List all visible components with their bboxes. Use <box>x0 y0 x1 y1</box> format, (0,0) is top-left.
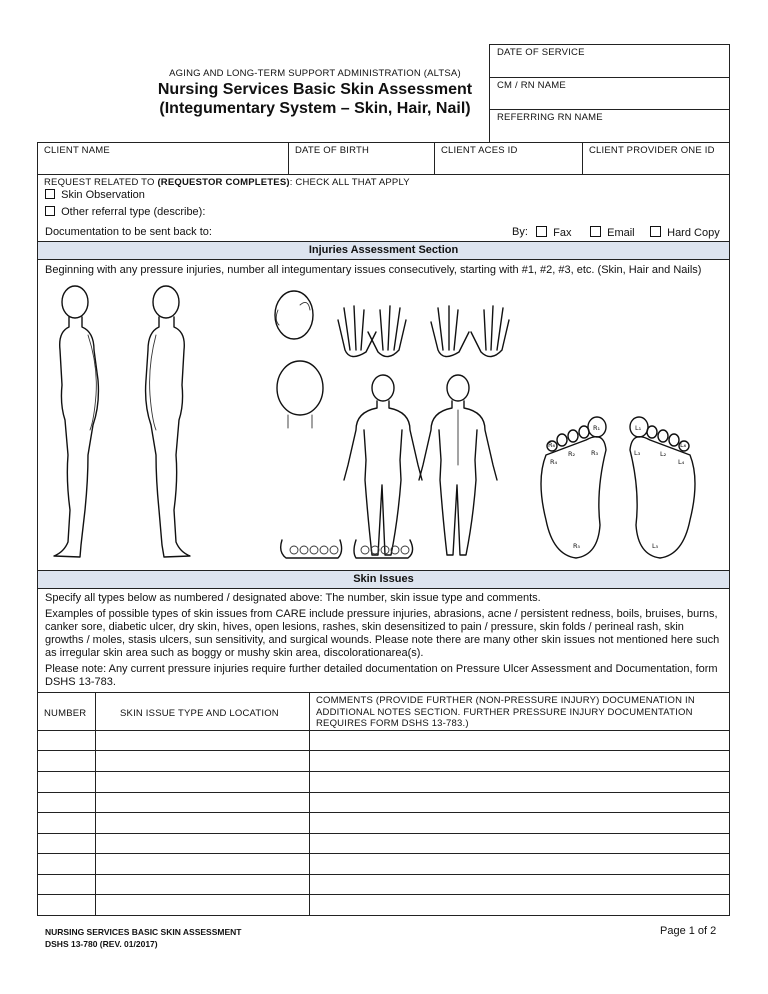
foot-label-r1: R₁ <box>593 424 601 432</box>
cm-rn-name-field[interactable]: CM / RN NAME <box>497 80 566 91</box>
hard-copy-checkbox[interactable] <box>650 226 661 237</box>
back-body-figure <box>419 375 497 555</box>
foot-label-l3: L₃ <box>634 449 641 457</box>
table-row[interactable] <box>38 793 729 813</box>
hands-backs <box>431 306 509 357</box>
foot-label-r2: R₂ <box>568 450 576 458</box>
table-row[interactable] <box>38 854 729 874</box>
head-side-view-top <box>275 291 313 339</box>
foot-label-l5: L₅ <box>652 542 659 550</box>
skin-issues-p2: Examples of possible types of skin issues from CARE include pressure injuries, abrasions, acne / persistent redness, boils, bruises, burns, canker sore, diabetic ulcer, dry skin, hives, open lesions, rashes, skin desensitized to pain / pressure, skin folds / perineal rash, skin growths / moles, stasis ulcers, sun sensitivity, and surgical wounds. Please note there are many other skin issues not mentioned here such as irregular skin area such as boggy or mushy skin area, discolorationarea(s). <box>45 608 720 659</box>
body-diagram <box>38 280 729 570</box>
table-row[interactable] <box>38 813 729 833</box>
form-title <box>90 80 540 118</box>
side-profile-left-figure <box>54 286 98 557</box>
front-body-figure <box>344 375 422 555</box>
table-row[interactable] <box>38 772 729 792</box>
table-row[interactable] <box>38 731 729 751</box>
foot-label-l6: L₆ <box>680 441 687 449</box>
foot-label-l4: L₄ <box>678 458 685 466</box>
fax-option[interactable]: Fax <box>536 226 571 239</box>
footer-form-number: DSHS 13-780 (REV. 01/2017) <box>45 939 158 949</box>
injuries-instruction: Beginning with any pressure injuries, number all integumentary issues consecutively, starting with #1, #2, #3, etc. (Skin, Hair and Nails) <box>45 264 702 276</box>
agency-name: AGING AND LONG-TERM SUPPORT ADMINISTRATION (ALTSA) <box>169 68 461 79</box>
skin-issues-p1: Specify all types below as numbered / designated above: The number, skin issue type and comments. <box>45 592 541 604</box>
skin-issues-instructions <box>45 592 725 689</box>
other-referral-checkbox[interactable] <box>45 206 55 216</box>
body-diagram-svg <box>38 280 729 570</box>
table-row[interactable] <box>38 751 729 771</box>
skin-issues-p3: Please note: Any current pressure injuries require further detailed documentation on Pressure Ulcer Assessment and Documentation, form DSHS 13-783. <box>45 663 718 688</box>
column-header-number: NUMBER <box>44 708 87 719</box>
referring-rn-name-field[interactable]: REFERRING RN NAME <box>497 112 603 123</box>
skin-issues-title: Skin Issues <box>38 571 729 588</box>
client-aces-id-field[interactable]: CLIENT ACES ID <box>441 145 518 156</box>
fax-checkbox[interactable] <box>536 226 547 237</box>
by-label: By: <box>512 226 528 238</box>
email-checkbox[interactable] <box>590 226 601 237</box>
documentation-label: Documentation to be sent back to: <box>45 226 212 238</box>
right-foot-sole <box>541 417 606 558</box>
left-foot-sole <box>630 417 695 558</box>
other-referral-option[interactable]: Other referral type (describe): <box>45 206 205 218</box>
form-title-line-1: Nursing Services Basic Skin Assessment <box>157 81 473 98</box>
head-back-view <box>277 361 323 428</box>
hard-copy-option[interactable]: Hard Copy <box>650 226 720 239</box>
foot-label-r6: R₆ <box>548 441 556 449</box>
page-number: Page 1 of 2 <box>660 925 717 937</box>
footer-form-info <box>45 926 241 950</box>
footer-form-title: NURSING SERVICES BASIC SKIN ASSESSMENT <box>45 927 242 937</box>
foot-label-r3: R₃ <box>591 449 599 457</box>
column-header-comments: COMMENTS (PROVIDE FURTHER (NON-PRESSURE INJURY) DOCUMENATION IN ADDITIONAL NOTES SECTION. FURTHER PRESSURE INJURY DOCUMENTATION REQUIRES FORM DSHS 13-783.) <box>316 695 695 729</box>
injuries-section-title: Injuries Assessment Section <box>38 242 729 259</box>
foot-label-l1: L₁ <box>635 424 642 432</box>
skin-observation-checkbox[interactable] <box>45 189 55 199</box>
foot-label-l2: L₂ <box>660 450 667 458</box>
table-row[interactable] <box>38 875 729 895</box>
client-name-field[interactable]: CLIENT NAME <box>44 145 110 156</box>
hands-palms <box>338 306 406 357</box>
foot-label-r4: R₄ <box>550 458 558 466</box>
form-title-line-2: (Integumentary System – Skin, Hair, Nail) <box>159 100 471 117</box>
table-row[interactable] <box>38 895 729 915</box>
client-provider-one-id-field[interactable]: CLIENT PROVIDER ONE ID <box>589 145 715 156</box>
side-profile-right-figure <box>146 286 190 557</box>
date-of-birth-field[interactable]: DATE OF BIRTH <box>295 145 370 156</box>
table-row[interactable] <box>38 834 729 854</box>
date-of-service-field[interactable]: DATE OF SERVICE <box>497 47 585 58</box>
skin-observation-option[interactable]: Skin Observation <box>45 189 145 201</box>
foot-label-r5: R₅ <box>573 542 581 550</box>
column-header-type: SKIN ISSUE TYPE AND LOCATION <box>120 708 279 719</box>
email-option[interactable]: Email <box>590 226 635 239</box>
request-label: REQUEST RELATED TO (REQUESTOR COMPLETES): CHECK ALL THAT APPLY <box>44 177 410 188</box>
